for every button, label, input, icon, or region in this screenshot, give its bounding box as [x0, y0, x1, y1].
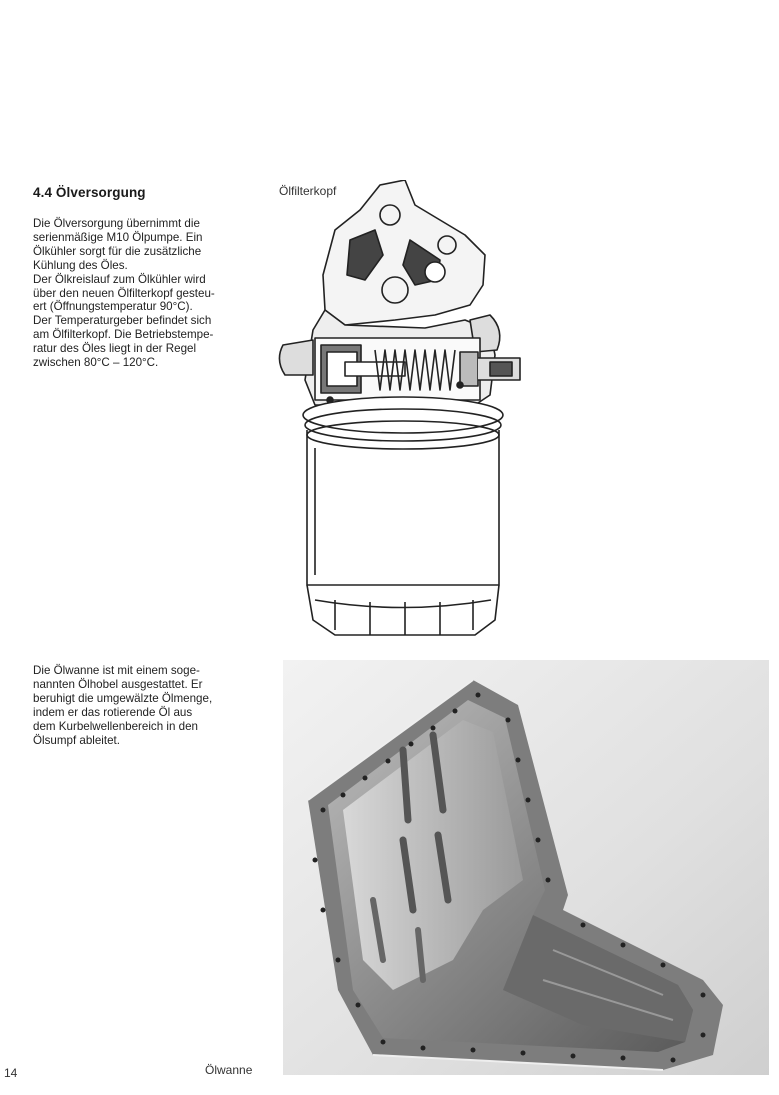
- filter-head-caption: Ölfilterkopf: [279, 184, 337, 198]
- text-line: dem Kurbelwellenbereich in den: [33, 719, 198, 733]
- text-line: Der Temperaturgeber befindet sich: [33, 314, 212, 328]
- text-line: über den neuen Ölfilterkopf gesteu-: [33, 286, 215, 300]
- page-number: 14: [4, 1066, 18, 1080]
- text-line: nannten Ölhobel ausgestattet. Er: [33, 677, 203, 691]
- text-line: beruhigt die umgewälzte Ölmenge,: [33, 691, 213, 705]
- text-line: Die Ölversorgung übernimmt die: [33, 217, 200, 230]
- text-line: ert (Öffnungstemperatur 90°C).: [33, 300, 193, 314]
- text-line: ratur des Öles liegt in der Regel: [33, 342, 197, 356]
- text-line: Ölkühler sorgt für die zusätzliche: [33, 244, 202, 258]
- text-line: Der Ölkreislauf zum Ölkühler wird: [33, 272, 206, 286]
- text-line: zwischen 80°C – 120°C.: [33, 356, 159, 370]
- oil-filter-head-drawing: [275, 180, 530, 645]
- text-line: am Ölfilterkopf. Die Betriebstempe-: [33, 328, 214, 342]
- text-line: Ölsumpf ableitet.: [33, 733, 120, 747]
- text-line: serienmäßige M10 Ölpumpe. Ein: [33, 230, 203, 244]
- text-line: Kühlung des Öles.: [33, 258, 128, 272]
- text-line: Die Ölwanne ist mit einem soge-: [33, 664, 200, 677]
- oil-pan-caption: Ölwanne: [205, 1063, 253, 1077]
- paragraph-oil-pan: [33, 664, 273, 747]
- section-heading: 4.4 Ölversorgung: [33, 185, 146, 200]
- oil-pan-photo: [283, 660, 769, 1075]
- paragraph-oil-supply: [33, 217, 273, 370]
- text-line: indem er das rotierende Öl aus: [33, 705, 193, 719]
